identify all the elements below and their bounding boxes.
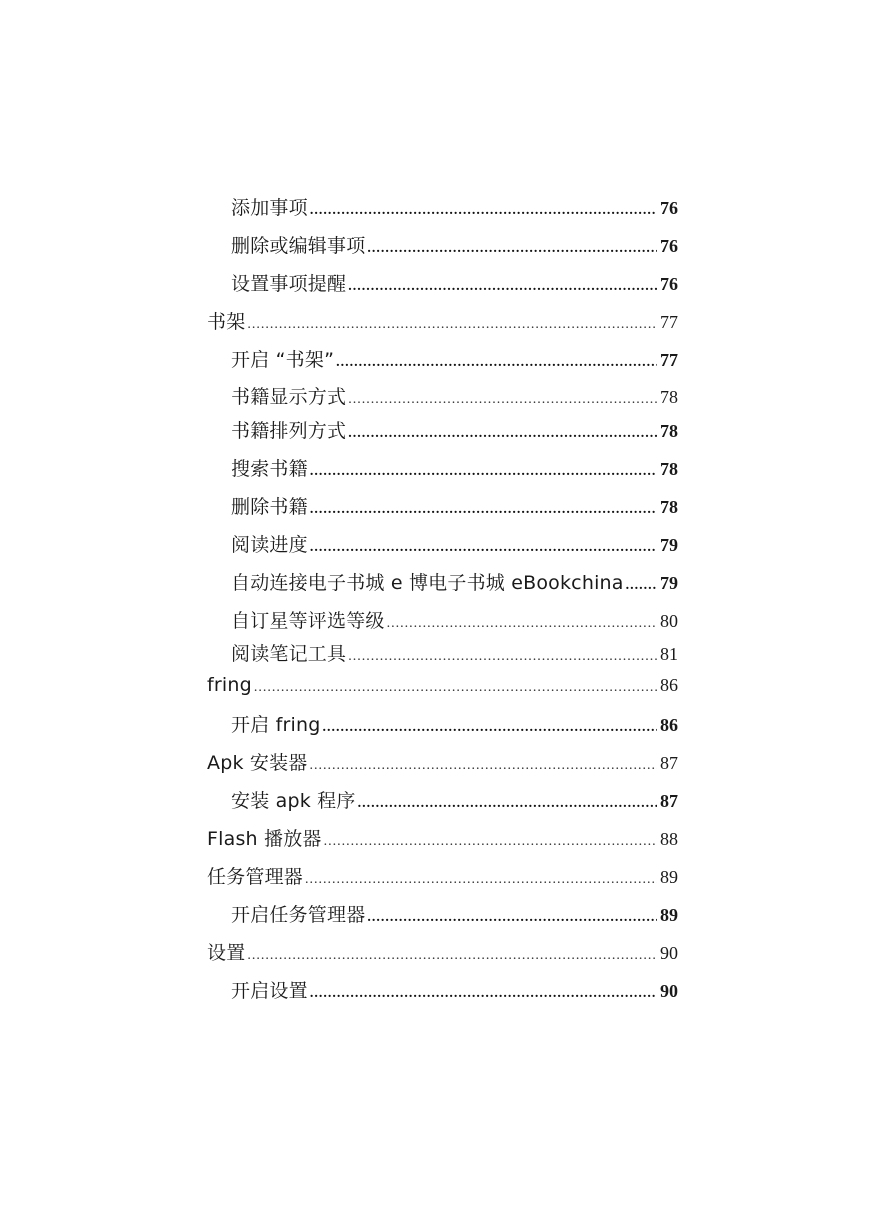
toc-leader-dots: [626, 571, 657, 601]
toc-leader-dots: [310, 457, 657, 487]
toc-entry[interactable]: [231, 269, 678, 299]
toc-entry-page: 78: [660, 387, 678, 407]
toc-entry[interactable]: [207, 824, 678, 854]
toc-leader-dots: [310, 495, 657, 525]
toc-entry-page: 79: [660, 535, 678, 555]
toc-leader-dots: [367, 903, 657, 933]
toc-entry-title: Flash 播放器: [207, 828, 322, 850]
toc-entry-title: 自动连接电子书城 e 博电子书城 eBookchina: [231, 572, 624, 594]
toc-entry[interactable]: [231, 606, 678, 636]
toc-entry-title: 搜索书籍: [231, 458, 308, 480]
toc-entry[interactable]: [207, 307, 678, 337]
toc-entry-title: Apk 安装器: [207, 752, 308, 774]
toc-entry[interactable]: [207, 938, 678, 968]
toc-leader-dots: [305, 865, 657, 895]
toc-leader-dots: [323, 713, 657, 743]
toc-entry-title: 书籍排列方式: [231, 420, 347, 442]
toc-entry-title: 书架: [207, 311, 246, 333]
toc-entry[interactable]: [207, 748, 678, 778]
toc-entry-title: 开启 “书架”: [231, 349, 335, 371]
toc-entry-page: 79: [660, 573, 678, 593]
toc-leader-dots: [348, 419, 657, 449]
toc-leader-dots: [324, 827, 657, 857]
toc-entry-title: 开启任务管理器: [231, 904, 366, 926]
toc-leader-dots: [254, 673, 657, 703]
toc-entry-page: 87: [660, 791, 678, 811]
toc-entry[interactable]: [231, 454, 678, 484]
toc-entry-title: 开启设置: [231, 980, 308, 1002]
toc-entry[interactable]: [231, 492, 678, 522]
toc-entry-title: fring: [207, 674, 252, 696]
toc-entry-page: 78: [660, 421, 678, 441]
toc-leader-dots: [367, 234, 657, 264]
toc-leader-dots: [348, 642, 657, 672]
toc-entry-title: 自订星等评选等级: [231, 610, 385, 632]
toc-entry[interactable]: [207, 862, 678, 892]
toc-entry-page: 76: [660, 274, 678, 294]
toc-entry-page: 76: [660, 198, 678, 218]
toc-entry-page: 78: [660, 497, 678, 517]
toc-leader-dots: [247, 941, 657, 971]
toc-entry-title: 设置: [207, 942, 246, 964]
toc-entry-title: 书籍显示方式: [231, 386, 347, 408]
toc-entry[interactable]: [231, 710, 678, 740]
toc-entry-title: 添加事项: [231, 197, 308, 219]
toc-entry-title: 阅读笔记工具: [231, 643, 347, 665]
toc-leader-dots: [310, 196, 657, 226]
toc-entry[interactable]: [231, 530, 678, 560]
toc-leader-dots: [310, 533, 657, 563]
toc-entry-page: 77: [660, 312, 678, 332]
toc-entry-page: 77: [660, 350, 678, 370]
toc-entry-title: 设置事项提醒: [231, 273, 347, 295]
toc-entry-title: 安装 apk 程序: [231, 790, 356, 812]
toc-entry[interactable]: [231, 382, 678, 412]
toc-entry[interactable]: [231, 345, 678, 375]
toc-entry-page: 90: [660, 981, 678, 1001]
toc-entry-page: 86: [660, 715, 678, 735]
toc-entry-page: 86: [660, 675, 678, 695]
toc-entry-title: 删除书籍: [231, 496, 308, 518]
toc-entry-page: 78: [660, 459, 678, 479]
toc-leader-dots: [348, 272, 657, 302]
toc-entry-page: 81: [660, 644, 678, 664]
toc-entry[interactable]: [231, 193, 678, 223]
toc-entry[interactable]: [231, 786, 678, 816]
toc-entry-title: 删除或编辑事项: [231, 235, 366, 257]
toc-entry[interactable]: [231, 416, 678, 446]
toc-leader-dots: [358, 789, 657, 819]
toc-entry[interactable]: [231, 639, 678, 669]
toc-entry-page: 76: [660, 236, 678, 256]
toc-leader-dots: [387, 609, 657, 639]
toc-entry-title: 任务管理器: [207, 866, 304, 888]
toc-entry-page: 80: [660, 611, 678, 631]
toc-entry[interactable]: [231, 568, 678, 598]
toc-leader-dots: [336, 348, 657, 378]
toc-leader-dots: [247, 310, 657, 340]
toc-entry[interactable]: [231, 231, 678, 261]
toc-entry-title: 阅读进度: [231, 534, 308, 556]
toc-entry[interactable]: [231, 900, 678, 930]
toc-entry[interactable]: [207, 670, 678, 700]
toc-entry-title: 开启 fring: [231, 714, 321, 736]
toc-leader-dots: [310, 979, 657, 1009]
toc-entry[interactable]: [231, 976, 678, 1006]
toc-leader-dots: [348, 385, 657, 415]
toc-entry-page: 89: [660, 867, 678, 887]
toc-entry-page: 88: [660, 829, 678, 849]
toc-entry-page: 87: [660, 753, 678, 773]
toc-leader-dots: [310, 751, 657, 781]
toc-entry-page: 89: [660, 905, 678, 925]
toc-entry-page: 90: [660, 943, 678, 963]
